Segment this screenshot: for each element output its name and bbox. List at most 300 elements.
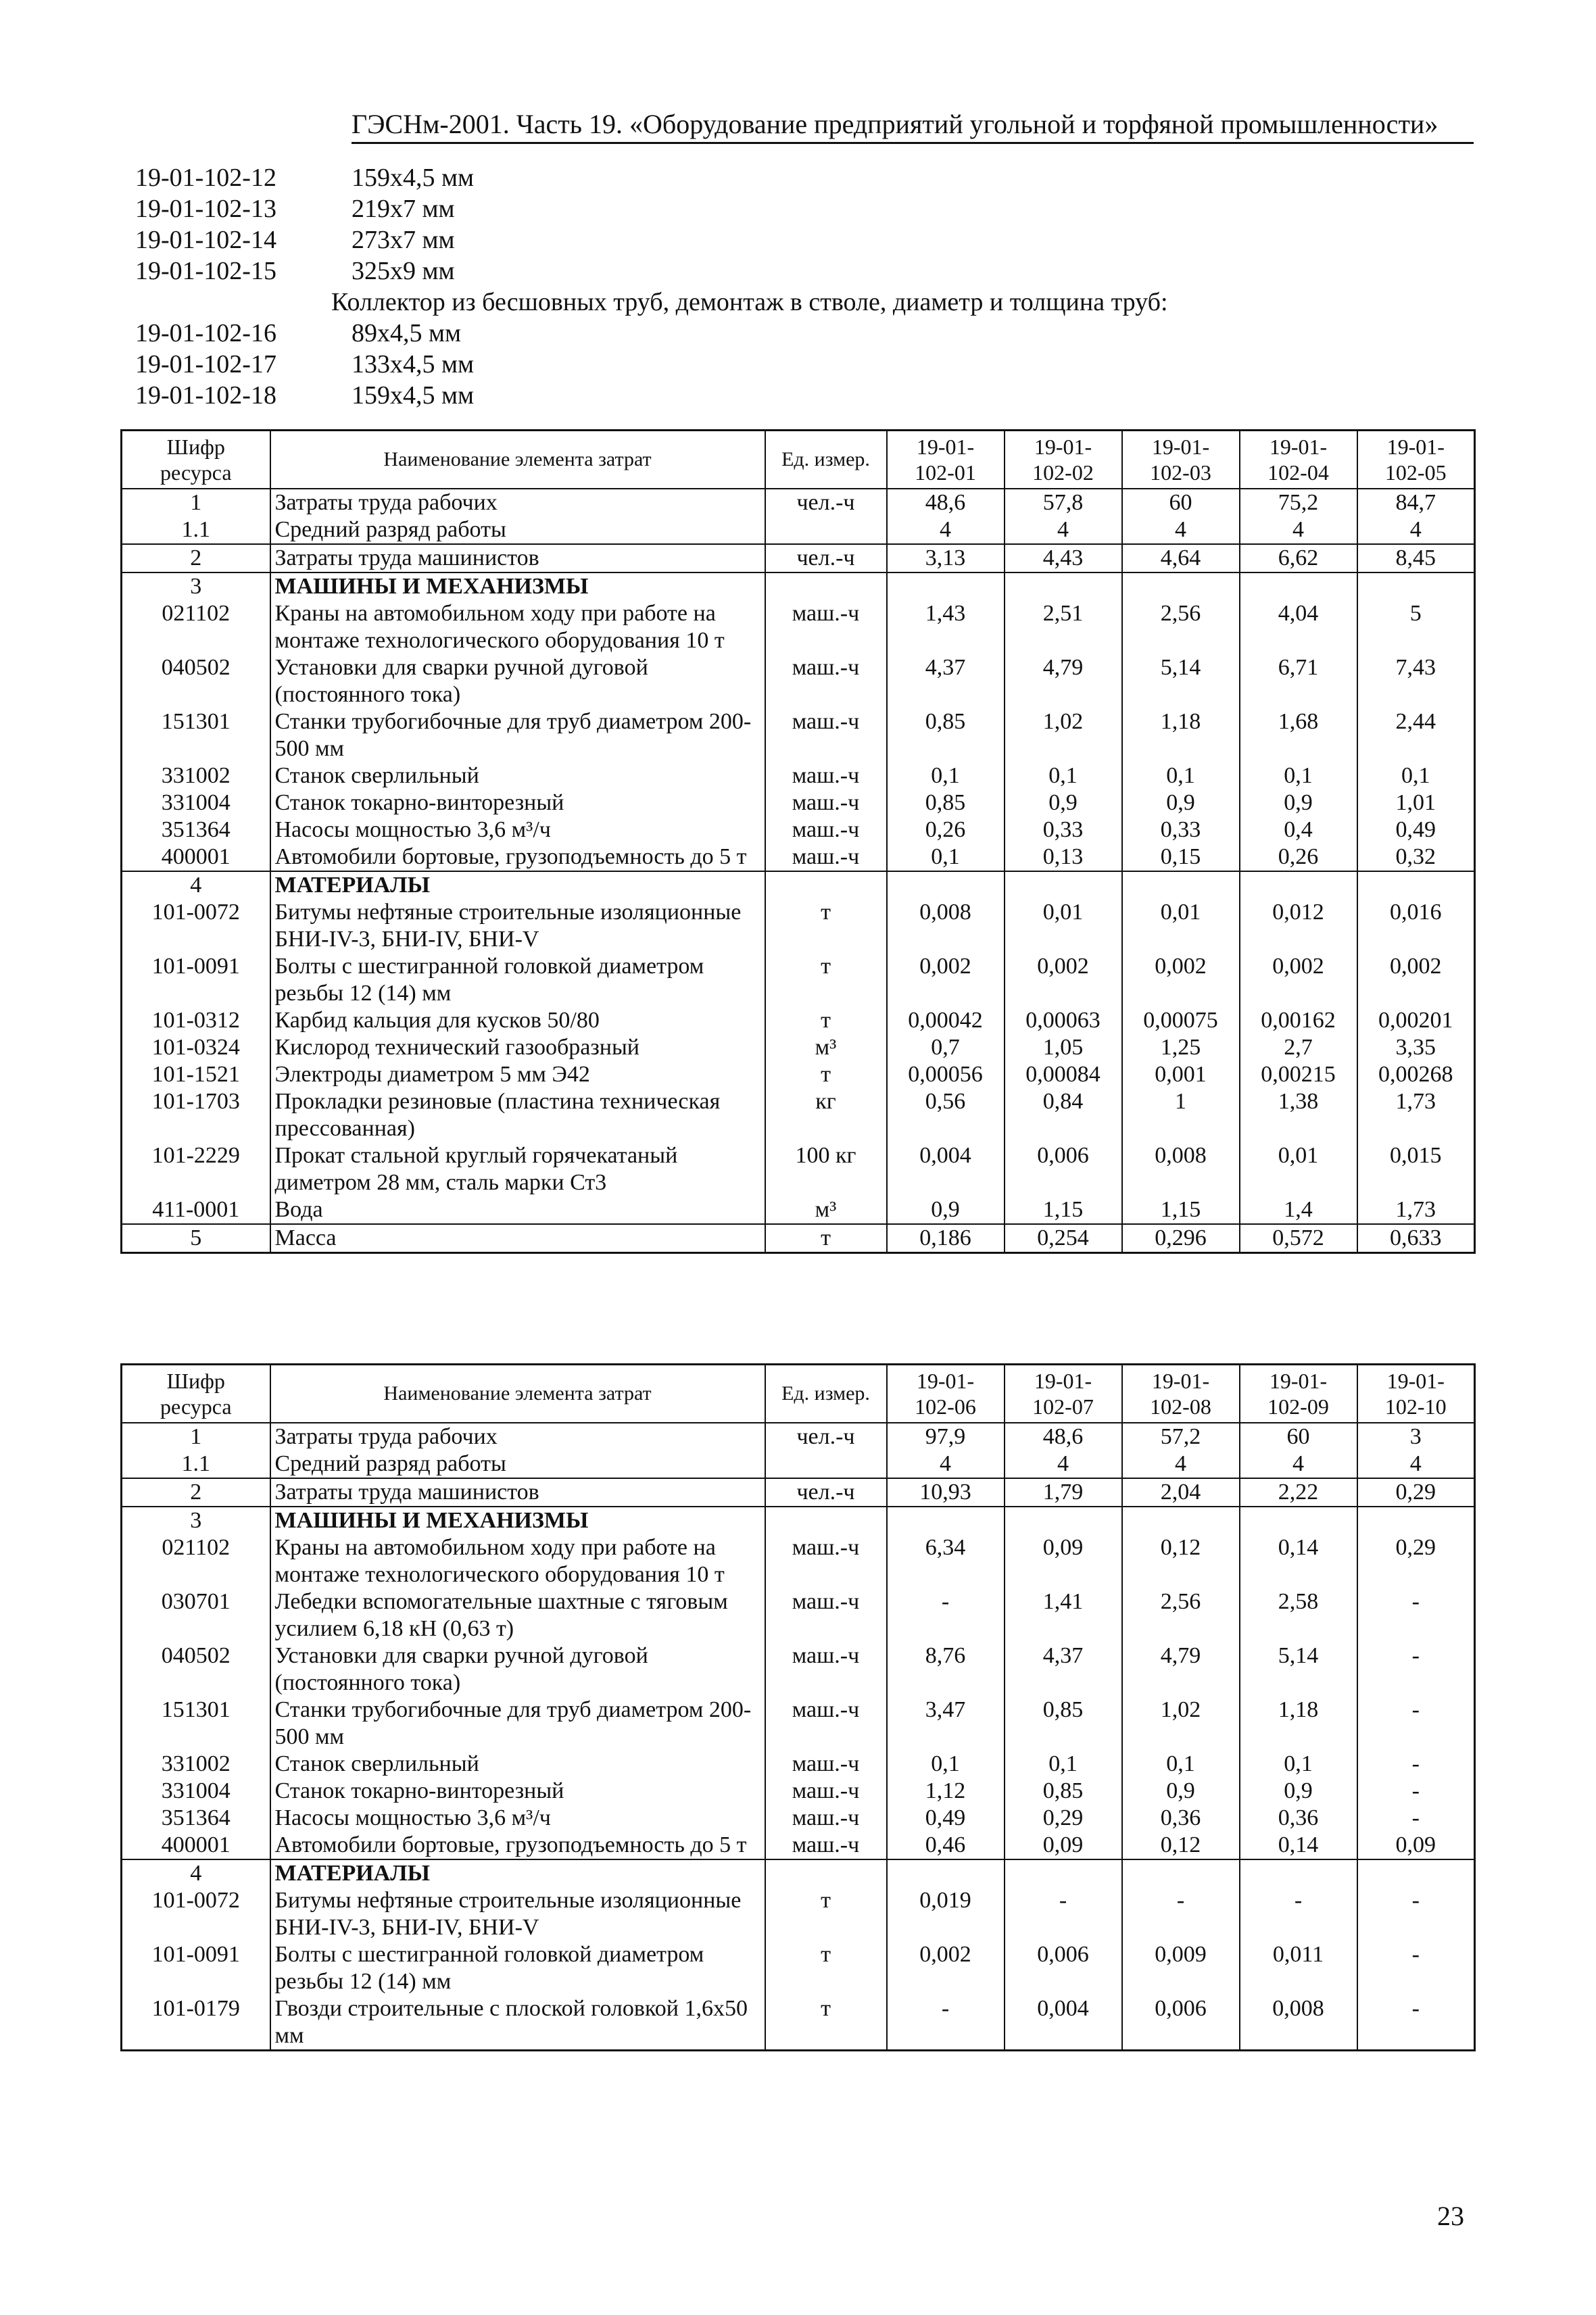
cell-unit: маш.-ч — [765, 1751, 887, 1778]
cell-value: 0,9 — [1122, 1778, 1240, 1805]
cell-value: 57,2 — [1122, 1423, 1240, 1451]
cell-value: 8,45 — [1357, 544, 1475, 572]
cell-value: 7,43 — [1357, 654, 1475, 708]
code-line — [135, 224, 1420, 255]
cell-value: 0,14 — [1240, 1534, 1357, 1588]
cell-value: 60 — [1122, 489, 1240, 516]
cell-value: - — [887, 1588, 1005, 1642]
cell-code: 331002 — [122, 1751, 270, 1778]
cell-value — [1357, 1507, 1475, 1534]
cell-value: 1,41 — [1005, 1588, 1122, 1642]
cell-code: 331004 — [122, 1778, 270, 1805]
cell-code: 040502 — [122, 1642, 270, 1697]
cell-code: 2 — [122, 1478, 270, 1507]
header-code: Шифр ресурса — [122, 1365, 270, 1423]
code-line — [135, 162, 1420, 193]
cell-value — [1122, 1859, 1240, 1887]
cell-code: 101-0312 — [122, 1007, 270, 1034]
code-id: 19-01-102-15 — [135, 257, 276, 285]
cell-value: 0,00056 — [887, 1061, 1005, 1088]
table-row — [122, 489, 1475, 516]
cell-code: 101-0324 — [122, 1034, 270, 1061]
cell-value: 0,006 — [1005, 1142, 1122, 1196]
cell-code: 351364 — [122, 817, 270, 844]
cell-unit: т — [765, 1224, 887, 1253]
cell-value: 4 — [1357, 1451, 1475, 1478]
cell-name: Затраты труда рабочих — [270, 1423, 765, 1451]
cell-value: 2,04 — [1122, 1478, 1240, 1507]
header-column: 19-01- 102-01 — [887, 431, 1005, 489]
cell-value: 2,7 — [1240, 1034, 1357, 1061]
cell-value: 4,04 — [1240, 600, 1357, 654]
cell-name: Вода — [270, 1196, 765, 1224]
code-id: 19-01-102-16 — [135, 319, 276, 347]
table-row — [122, 844, 1475, 871]
cell-unit: маш.-ч — [765, 1697, 887, 1751]
table-row — [122, 871, 1475, 899]
cell-name: Затраты труда машинистов — [270, 544, 765, 572]
cell-value: 0,26 — [1240, 844, 1357, 871]
table-row — [122, 1034, 1475, 1061]
cell-value — [1005, 572, 1122, 600]
cell-value: - — [1357, 1805, 1475, 1832]
cell-unit — [765, 1859, 887, 1887]
code-id: 19-01-102-13 — [135, 195, 276, 223]
cell-value: 0,9 — [1005, 789, 1122, 817]
cell-value: 0,296 — [1122, 1224, 1240, 1253]
cell-value: 4 — [1122, 516, 1240, 544]
cell-name: Краны на автомобильном ходу при работе на монтаже технологического оборудования 10 т — [270, 1534, 765, 1588]
cell-unit: чел.-ч — [765, 489, 887, 516]
cell-value: 0,00042 — [887, 1007, 1005, 1034]
cell-value — [887, 572, 1005, 600]
cell-unit — [765, 1507, 887, 1534]
cell-name: Средний разряд работы — [270, 516, 765, 544]
cell-value: 2,22 — [1240, 1478, 1357, 1507]
table-row — [122, 1751, 1475, 1778]
table-row — [122, 1423, 1475, 1451]
cell-value: 0,186 — [887, 1224, 1005, 1253]
cell-code: 101-1521 — [122, 1061, 270, 1088]
table-row — [122, 1088, 1475, 1142]
cell-value: 6,71 — [1240, 654, 1357, 708]
cell-unit: маш.-ч — [765, 600, 887, 654]
cell-code: 5 — [122, 1224, 270, 1253]
cell-value: - — [1357, 1642, 1475, 1697]
cell-value: 1,02 — [1005, 708, 1122, 762]
cell-value: 0,00201 — [1357, 1007, 1475, 1034]
cell-value: - — [1357, 1887, 1475, 1941]
cell-value: 1,05 — [1005, 1034, 1122, 1061]
table-row — [122, 544, 1475, 572]
table-row — [122, 600, 1475, 654]
cell-code: 4 — [122, 1859, 270, 1887]
cell-value: 2,56 — [1122, 600, 1240, 654]
table-header-row — [122, 1365, 1475, 1423]
cell-name: Затраты труда машинистов — [270, 1478, 765, 1507]
cell-name: Прокладки резиновые (пластина техническая прессованная) — [270, 1088, 765, 1142]
cell-value: 4,64 — [1122, 544, 1240, 572]
cell-code: 4 — [122, 871, 270, 899]
cell-code: 101-2229 — [122, 1142, 270, 1196]
cell-name: Затраты труда рабочих — [270, 489, 765, 516]
code-line — [135, 255, 1420, 287]
cell-value: - — [1357, 1995, 1475, 2051]
cell-code: 151301 — [122, 1697, 270, 1751]
cell-code: 021102 — [122, 600, 270, 654]
cell-value: - — [1122, 1887, 1240, 1941]
cell-value: 4,37 — [887, 654, 1005, 708]
cell-value: 0,008 — [1240, 1995, 1357, 2051]
cell-unit — [765, 572, 887, 600]
cell-code: 1.1 — [122, 516, 270, 544]
cell-value: 0,1 — [887, 762, 1005, 789]
cell-code: 101-0072 — [122, 899, 270, 953]
cell-value — [1005, 871, 1122, 899]
header-column: 19-01- 102-03 — [1122, 431, 1240, 489]
cell-code: 101-0179 — [122, 1995, 270, 2051]
cell-unit: маш.-ч — [765, 1534, 887, 1588]
cell-unit: т — [765, 953, 887, 1007]
cell-code: 1 — [122, 1423, 270, 1451]
cell-value: - — [1357, 1751, 1475, 1778]
cell-value: 0,008 — [887, 899, 1005, 953]
cell-name: Битумы нефтяные строительные изоляционные БНИ-IV-3, БНИ-IV, БНИ-V — [270, 1887, 765, 1941]
resource-table-2 — [120, 1363, 1476, 2051]
cell-name: Насосы мощностью 3,6 м³/ч — [270, 1805, 765, 1832]
table-row — [122, 817, 1475, 844]
cell-value — [1357, 1859, 1475, 1887]
table-row — [122, 516, 1475, 544]
cell-value: 1,73 — [1357, 1196, 1475, 1224]
cell-value — [1357, 871, 1475, 899]
resource-table-1 — [120, 429, 1476, 1254]
cell-value: - — [1357, 1778, 1475, 1805]
cell-name: Лебедки вспомогательные шахтные с тяговым усилием 6,18 кН (0,63 т) — [270, 1588, 765, 1642]
cell-value: 4 — [1005, 516, 1122, 544]
cell-value: 1 — [1122, 1088, 1240, 1142]
cell-value: 0,002 — [1357, 953, 1475, 1007]
table-row — [122, 1697, 1475, 1751]
cell-name: Автомобили бортовые, грузоподъемность до 5 т — [270, 1832, 765, 1859]
cell-value: 60 — [1240, 1423, 1357, 1451]
cell-value: 0,9 — [1122, 789, 1240, 817]
cell-name: Масса — [270, 1224, 765, 1253]
code-desc: Коллектор из бесшовных труб, демонтаж в стволе, диаметр и толщина труб: — [331, 288, 1168, 316]
cell-value: 1,73 — [1357, 1088, 1475, 1142]
cell-value: - — [1005, 1887, 1122, 1941]
table-body — [122, 1423, 1475, 2051]
cell-unit: т — [765, 1941, 887, 1995]
cell-value: 0,1 — [887, 844, 1005, 871]
cell-unit: маш.-ч — [765, 789, 887, 817]
table-row — [122, 572, 1475, 600]
code-desc: 273х7 мм — [352, 226, 455, 254]
cell-code: 2 — [122, 544, 270, 572]
page-header: ГЭСНм-2001. Часть 19. «Оборудование предприятий угольной и торфяной промышленности» — [352, 109, 1438, 139]
cell-value: 0,26 — [887, 817, 1005, 844]
cell-code: 030701 — [122, 1588, 270, 1642]
cell-value: 3,47 — [887, 1697, 1005, 1751]
table-row — [122, 789, 1475, 817]
table-row — [122, 1534, 1475, 1588]
cell-value: 0,09 — [1005, 1832, 1122, 1859]
code-desc: 159х4,5 мм — [352, 164, 475, 192]
cell-value: 4 — [1240, 516, 1357, 544]
cell-value: 0,016 — [1357, 899, 1475, 953]
cell-name: Прокат стальной круглый горячекатаный диметром 28 мм, сталь марки Ст3 — [270, 1142, 765, 1196]
table-row — [122, 1451, 1475, 1478]
cell-name: Карбид кальция для кусков 50/80 — [270, 1007, 765, 1034]
table-row — [122, 1941, 1475, 1995]
cell-value: 0,13 — [1005, 844, 1122, 871]
cell-value: 3,13 — [887, 544, 1005, 572]
cell-unit: кг — [765, 1088, 887, 1142]
cell-value: 0,33 — [1005, 817, 1122, 844]
cell-value: 0,019 — [887, 1887, 1005, 1941]
cell-name: Станок сверлильный — [270, 1751, 765, 1778]
cell-name: Гвозди строительные с плоской головкой 1,6х50 мм — [270, 1995, 765, 2051]
cell-value: 2,56 — [1122, 1588, 1240, 1642]
cell-value: 4,79 — [1122, 1642, 1240, 1697]
table-header-row — [122, 431, 1475, 489]
code-id: 19-01-102-17 — [135, 350, 276, 379]
header-column: 19-01- 102-04 — [1240, 431, 1357, 489]
cell-value: 0,1 — [887, 1751, 1005, 1778]
cell-value: 0,012 — [1240, 899, 1357, 953]
cell-value: 0,002 — [887, 1941, 1005, 1995]
cell-value: 0,01 — [1240, 1142, 1357, 1196]
cell-value: 0,015 — [1357, 1142, 1475, 1196]
code-line — [135, 287, 1420, 318]
cell-value: 3,35 — [1357, 1034, 1475, 1061]
cell-value: 0,1 — [1240, 762, 1357, 789]
table-row — [122, 1588, 1475, 1642]
code-id: 19-01-102-12 — [135, 164, 276, 192]
header-code: Шифр ресурса — [122, 431, 270, 489]
code-desc: 219х7 мм — [352, 195, 455, 223]
cell-value: 0,1 — [1122, 762, 1240, 789]
cell-unit: маш.-ч — [765, 654, 887, 708]
cell-unit: т — [765, 1995, 887, 2051]
cell-value: 0,9 — [1240, 1778, 1357, 1805]
table-row — [122, 1832, 1475, 1859]
cell-value: 0,1 — [1357, 762, 1475, 789]
cell-value: 0,9 — [1240, 789, 1357, 817]
cell-value: 2,44 — [1357, 708, 1475, 762]
cell-value: 0,572 — [1240, 1224, 1357, 1253]
cell-value: 0,008 — [1122, 1142, 1240, 1196]
cell-value: - — [887, 1995, 1005, 2051]
cell-code: 040502 — [122, 654, 270, 708]
code-line — [135, 380, 1420, 411]
cell-name: Болты с шестигранной головкой диаметром резьбы 12 (14) мм — [270, 953, 765, 1007]
header-unit: Ед. измер. — [765, 431, 887, 489]
cell-unit: т — [765, 899, 887, 953]
cell-value: 0,49 — [887, 1805, 1005, 1832]
cell-value — [1122, 1507, 1240, 1534]
cell-name: Станки трубогибочные для труб диаметром 200-500 мм — [270, 708, 765, 762]
cell-unit: маш.-ч — [765, 844, 887, 871]
cell-unit: чел.-ч — [765, 1423, 887, 1451]
cell-name: Средний разряд работы — [270, 1451, 765, 1478]
cell-value: 0,002 — [1122, 953, 1240, 1007]
cell-code: 1.1 — [122, 1451, 270, 1478]
cell-code: 101-0072 — [122, 1887, 270, 1941]
table-row — [122, 1887, 1475, 1941]
code-desc: 325х9 мм — [352, 257, 455, 285]
cell-code: 331004 — [122, 789, 270, 817]
cell-value: 0,633 — [1357, 1224, 1475, 1253]
cell-value: 0,00075 — [1122, 1007, 1240, 1034]
cell-value — [1240, 1859, 1357, 1887]
cell-value: 0,09 — [1005, 1534, 1122, 1588]
cell-unit: м³ — [765, 1196, 887, 1224]
header-column: 19-01- 102-08 — [1122, 1365, 1240, 1423]
cell-value: 1,18 — [1240, 1697, 1357, 1751]
code-desc: 133х4,5 мм — [352, 350, 475, 379]
cell-unit — [765, 516, 887, 544]
table-row — [122, 953, 1475, 1007]
header-column: 19-01- 102-07 — [1005, 1365, 1122, 1423]
cell-value: 4 — [1240, 1451, 1357, 1478]
cell-value: 48,6 — [1005, 1423, 1122, 1451]
cell-value: 1,15 — [1122, 1196, 1240, 1224]
header-column: 19-01- 102-10 — [1357, 1365, 1475, 1423]
cell-code: 101-0091 — [122, 1941, 270, 1995]
cell-value: 0,006 — [1005, 1941, 1122, 1995]
cell-code: 1 — [122, 489, 270, 516]
cell-name: МАТЕРИАЛЫ — [270, 871, 765, 899]
cell-name: МАТЕРИАЛЫ — [270, 1859, 765, 1887]
cell-value: - — [1357, 1941, 1475, 1995]
header-column: 19-01- 102-06 — [887, 1365, 1005, 1423]
cell-code: 021102 — [122, 1534, 270, 1588]
cell-value: 0,29 — [1357, 1478, 1475, 1507]
cell-value: 0,002 — [887, 953, 1005, 1007]
cell-value: 0,12 — [1122, 1534, 1240, 1588]
cell-unit: маш.-ч — [765, 762, 887, 789]
code-line — [135, 349, 1420, 380]
cell-code: 331002 — [122, 762, 270, 789]
cell-value: 0,1 — [1240, 1751, 1357, 1778]
cell-unit: маш.-ч — [765, 1805, 887, 1832]
table-row — [122, 1007, 1475, 1034]
cell-value: 0,15 — [1122, 844, 1240, 871]
cell-value: 0,7 — [887, 1034, 1005, 1061]
table-row — [122, 762, 1475, 789]
code-line — [135, 193, 1420, 224]
cell-name: Станок токарно-винторезный — [270, 789, 765, 817]
cell-name: МАШИНЫ И МЕХАНИЗМЫ — [270, 1507, 765, 1534]
cell-value: 0,254 — [1005, 1224, 1122, 1253]
cell-value: 0,01 — [1005, 899, 1122, 953]
cell-value: 0,002 — [1240, 953, 1357, 1007]
cell-value: 0,009 — [1122, 1941, 1240, 1995]
table-row — [122, 1778, 1475, 1805]
table-row — [122, 1805, 1475, 1832]
cell-value — [1122, 572, 1240, 600]
cell-value: 1,12 — [887, 1778, 1005, 1805]
cell-name: Установки для сварки ручной дуговой (постоянного тока) — [270, 654, 765, 708]
cell-value: 4,79 — [1005, 654, 1122, 708]
table-body — [122, 489, 1475, 1253]
cell-value: 75,2 — [1240, 489, 1357, 516]
cell-value: 3 — [1357, 1423, 1475, 1451]
cell-value: 0,001 — [1122, 1061, 1240, 1088]
cell-code: 151301 — [122, 708, 270, 762]
table-row — [122, 1642, 1475, 1697]
cell-code: 101-0091 — [122, 953, 270, 1007]
cell-value: 0,36 — [1240, 1805, 1357, 1832]
cell-value: 0,006 — [1122, 1995, 1240, 2051]
cell-value: 0,14 — [1240, 1832, 1357, 1859]
cell-value: 1,38 — [1240, 1088, 1357, 1142]
cell-value: 4,43 — [1005, 544, 1122, 572]
cell-value: 1,01 — [1357, 789, 1475, 817]
cell-value: 4 — [1357, 516, 1475, 544]
cell-value: 0,004 — [1005, 1995, 1122, 2051]
table-row — [122, 1507, 1475, 1534]
cell-unit: маш.-ч — [765, 708, 887, 762]
cell-value — [1357, 572, 1475, 600]
cell-value: 6,62 — [1240, 544, 1357, 572]
cell-value: 10,93 — [887, 1478, 1005, 1507]
cell-unit: маш.-ч — [765, 1832, 887, 1859]
cell-value: 4,37 — [1005, 1642, 1122, 1697]
cell-value: - — [1240, 1887, 1357, 1941]
table-row — [122, 708, 1475, 762]
code-desc: 89х4,5 мм — [352, 319, 462, 347]
cell-code: 3 — [122, 572, 270, 600]
cell-value: 0,29 — [1357, 1534, 1475, 1588]
cell-value — [1240, 1507, 1357, 1534]
cell-value: 0,29 — [1005, 1805, 1122, 1832]
cell-value: 0,1 — [1005, 762, 1122, 789]
cell-value: 1,43 — [887, 600, 1005, 654]
cell-unit: т — [765, 1061, 887, 1088]
cell-value — [887, 1859, 1005, 1887]
cell-code: 351364 — [122, 1805, 270, 1832]
cell-code: 101-1703 — [122, 1088, 270, 1142]
table-row — [122, 899, 1475, 953]
cell-value — [887, 1507, 1005, 1534]
table-row — [122, 1142, 1475, 1196]
cell-value: 1,15 — [1005, 1196, 1122, 1224]
cell-value: - — [1357, 1588, 1475, 1642]
code-id: 19-01-102-14 — [135, 226, 276, 254]
cell-name: Краны на автомобильном ходу при работе на монтаже технологического оборудования 10 т — [270, 600, 765, 654]
cell-unit: маш.-ч — [765, 1778, 887, 1805]
cell-name: Болты с шестигранной головкой диаметром резьбы 12 (14) мм — [270, 1941, 765, 1995]
cell-value — [887, 871, 1005, 899]
cell-code: 400001 — [122, 1832, 270, 1859]
cell-value: 1,79 — [1005, 1478, 1122, 1507]
header-name: Наименование элемента затрат — [270, 1365, 765, 1423]
header-column: 19-01- 102-09 — [1240, 1365, 1357, 1423]
cell-value: 0,46 — [887, 1832, 1005, 1859]
cell-value: 0,1 — [1005, 1751, 1122, 1778]
header-column: 19-01- 102-05 — [1357, 431, 1475, 489]
cell-value: 0,9 — [887, 1196, 1005, 1224]
cell-value: 0,32 — [1357, 844, 1475, 871]
cell-value: 2,58 — [1240, 1588, 1357, 1642]
cell-value: 5,14 — [1122, 654, 1240, 708]
cell-value: 4 — [1122, 1451, 1240, 1478]
cell-value: 0,011 — [1240, 1941, 1357, 1995]
cell-value: 0,49 — [1357, 817, 1475, 844]
page-number: 23 — [1437, 2201, 1464, 2231]
